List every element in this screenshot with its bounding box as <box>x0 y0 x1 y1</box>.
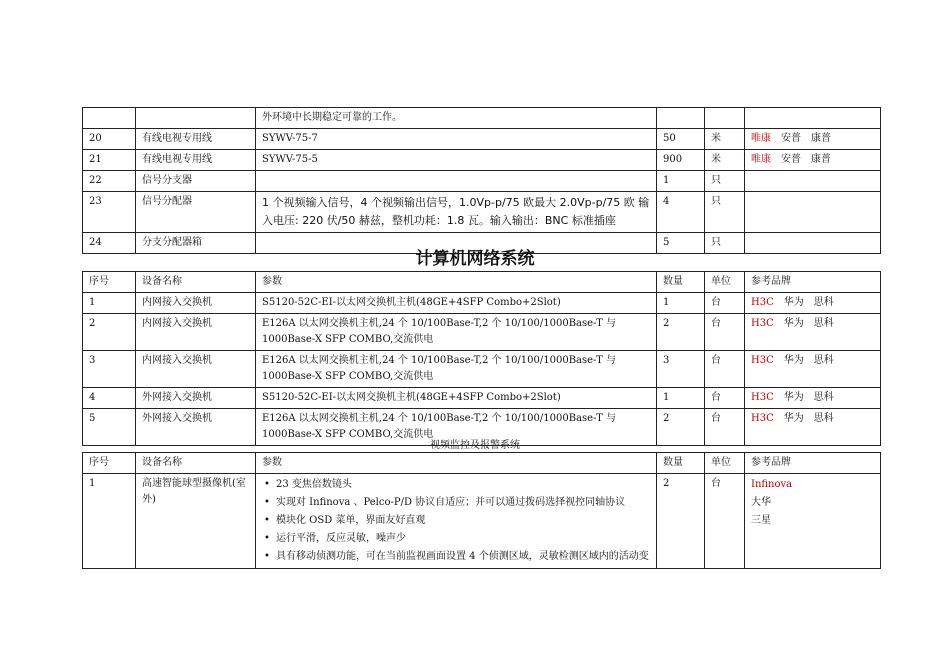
row-brands <box>745 150 881 171</box>
param-item: • 模块化 OSD 菜单，界面友好直观 <box>262 512 650 530</box>
row-param: S5120-52C-EI-以太网交换机主机(48GE+4SFP Combo+2Slot) <box>256 388 657 409</box>
row-param <box>256 171 657 192</box>
table-header-row <box>83 453 881 474</box>
section-title-video: 视频监控及报警系统 <box>430 440 520 451</box>
row-param: S5120-52C-EI-以太网交换机主机(48GE+4SFP Combo+2Slot) <box>256 293 657 314</box>
header-qty: 数量 <box>657 453 705 474</box>
brand-name: 思科 <box>813 355 834 366</box>
row-name <box>136 108 256 129</box>
row-unit: 台 <box>705 474 745 569</box>
param-item: • 实现对 Infinova 、Pelco-P/D 协议自适应；并可以通过拨码选择视控同轴协议 <box>262 494 650 512</box>
brand-name: 唯康 <box>751 133 771 144</box>
brand-name: 思科 <box>813 318 834 329</box>
row-no: 5 <box>83 409 136 446</box>
row-brands <box>745 192 881 233</box>
row-unit: 只 <box>705 233 745 254</box>
brand-name: 华为 <box>783 297 804 308</box>
row-param: E126A 以太网交换机主机,24 个 10/100Base-T,2 个 10/100/1000Base-T 与 1000Base-X SFP COMBO,交流供电 <box>256 314 657 351</box>
row-brands <box>745 351 881 388</box>
param-item: • 具有移动侦测功能，可在当前监视画面设置 4 个侦测区域，灵敏检测区域内的活动变 <box>262 548 650 566</box>
brand-name: Infinova <box>751 479 793 490</box>
row-name: 外网接入交换机 <box>136 409 256 446</box>
table-row <box>83 388 881 409</box>
row-brands <box>745 171 881 192</box>
header-no: 序号 <box>83 453 136 474</box>
row-qty: 2 <box>657 474 705 569</box>
row-no: 1 <box>83 474 136 569</box>
table-row <box>83 293 881 314</box>
network-table <box>82 271 881 446</box>
brand-name: 安普 <box>781 154 801 165</box>
row-qty: 3 <box>657 351 705 388</box>
brand-name: 华为 <box>783 355 804 366</box>
row-brands <box>745 293 881 314</box>
brand-name: H3C <box>751 318 774 329</box>
row-no: 1 <box>83 293 136 314</box>
row-name: 内网接入交换机 <box>136 293 256 314</box>
row-qty: 1 <box>657 293 705 314</box>
table-row <box>83 108 881 129</box>
row-name: 分支分配器箱 <box>136 233 256 254</box>
row-no: 3 <box>83 351 136 388</box>
table-row <box>83 192 881 233</box>
param-item: • 运行平滑，反应灵敏，噪声少 <box>262 530 650 548</box>
brand-name: 唯康 <box>751 154 771 165</box>
row-qty: 900 <box>657 150 705 171</box>
brand-name: H3C <box>751 297 774 308</box>
row-qty: 1 <box>657 388 705 409</box>
row-name: 有线电视专用线 <box>136 129 256 150</box>
param-list <box>262 476 650 566</box>
row-brands <box>745 108 881 129</box>
row-param: 外环境中长期稳定可靠的工作。 <box>256 108 657 129</box>
header-unit: 单位 <box>705 453 745 474</box>
header-name: 设备名称 <box>136 272 256 293</box>
table-row <box>83 314 881 351</box>
row-no: 21 <box>83 150 136 171</box>
brand-name: 安普 <box>781 133 801 144</box>
table-row <box>83 150 881 171</box>
row-unit: 台 <box>705 351 745 388</box>
brand-name: 大华 <box>751 497 771 508</box>
table-row <box>83 129 881 150</box>
brand-name: 三星 <box>751 515 771 526</box>
brand-name: 思科 <box>813 392 834 403</box>
row-qty: 50 <box>657 129 705 150</box>
row-unit: 米 <box>705 150 745 171</box>
row-no <box>83 108 136 129</box>
row-qty: 2 <box>657 409 705 446</box>
header-unit: 单位 <box>705 272 745 293</box>
row-param: E126A 以太网交换机主机,24 个 10/100Base-T,2 个 10/100/1000Base-T 与 1000Base-X SFP COMBO,交流供电 <box>256 409 657 446</box>
row-param <box>256 474 657 569</box>
row-param: 1 个视频输入信号，4 个视频输出信号，1.0Vp-p/75 欧最大 2.0Vp-p/75 欧 输入电压: 220 伏/50 赫兹，整机功耗：1.8 瓦。输入输出：BNC 标准插座 <box>256 192 657 233</box>
row-unit <box>705 108 745 129</box>
header-param: 参数 <box>256 453 657 474</box>
brand-name: 康普 <box>811 154 831 165</box>
header-qty: 数量 <box>657 272 705 293</box>
header-brand: 参考品牌 <box>745 453 881 474</box>
row-unit: 台 <box>705 314 745 351</box>
brand-name: 华为 <box>783 392 804 403</box>
row-name: 内网接入交换机 <box>136 314 256 351</box>
row-brands <box>745 474 881 569</box>
row-unit: 台 <box>705 293 745 314</box>
video-table <box>82 452 881 569</box>
table-row <box>83 351 881 388</box>
brand-name: 华为 <box>783 318 804 329</box>
row-brands <box>745 388 881 409</box>
brand-name: 康普 <box>811 133 831 144</box>
row-qty: 4 <box>657 192 705 233</box>
brand-name: H3C <box>751 413 774 424</box>
header-no: 序号 <box>83 272 136 293</box>
row-brands <box>745 129 881 150</box>
row-name: 高速智能球型摄像机(室外) <box>136 474 256 569</box>
row-qty: 2 <box>657 314 705 351</box>
row-unit: 只 <box>705 171 745 192</box>
row-no: 2 <box>83 314 136 351</box>
row-name: 信号分配器 <box>136 192 256 233</box>
row-param: SYWV-75-7 <box>256 129 657 150</box>
row-name: 外网接入交换机 <box>136 388 256 409</box>
row-no: 4 <box>83 388 136 409</box>
row-unit: 台 <box>705 409 745 446</box>
row-name: 有线电视专用线 <box>136 150 256 171</box>
row-param: SYWV-75-5 <box>256 150 657 171</box>
brand-name: 华为 <box>783 413 804 424</box>
brand-name: H3C <box>751 355 774 366</box>
row-no: 23 <box>83 192 136 233</box>
table-header-row <box>83 272 881 293</box>
section-title-network: 计算机网络系统 <box>415 249 535 269</box>
row-brands <box>745 314 881 351</box>
row-name: 内网接入交换机 <box>136 351 256 388</box>
header-brand: 参考品牌 <box>745 272 881 293</box>
row-name: 信号分支器 <box>136 171 256 192</box>
row-unit: 米 <box>705 129 745 150</box>
brand-name: H3C <box>751 392 774 403</box>
row-unit: 台 <box>705 388 745 409</box>
param-item: • 23 变焦倍数镜头 <box>262 476 650 494</box>
header-name: 设备名称 <box>136 453 256 474</box>
row-qty: 5 <box>657 233 705 254</box>
row-unit: 只 <box>705 192 745 233</box>
cable-table <box>82 107 881 254</box>
row-no: 20 <box>83 129 136 150</box>
row-param: E126A 以太网交换机主机,24 个 10/100Base-T,2 个 10/100/1000Base-T 与 1000Base-X SFP COMBO,交流供电 <box>256 351 657 388</box>
row-no: 24 <box>83 233 136 254</box>
table-row <box>83 171 881 192</box>
brand-name: 思科 <box>813 297 834 308</box>
row-qty <box>657 108 705 129</box>
header-param: 参数 <box>256 272 657 293</box>
table-row <box>83 474 881 569</box>
brand-name: 思科 <box>813 413 834 424</box>
row-qty: 1 <box>657 171 705 192</box>
row-no: 22 <box>83 171 136 192</box>
